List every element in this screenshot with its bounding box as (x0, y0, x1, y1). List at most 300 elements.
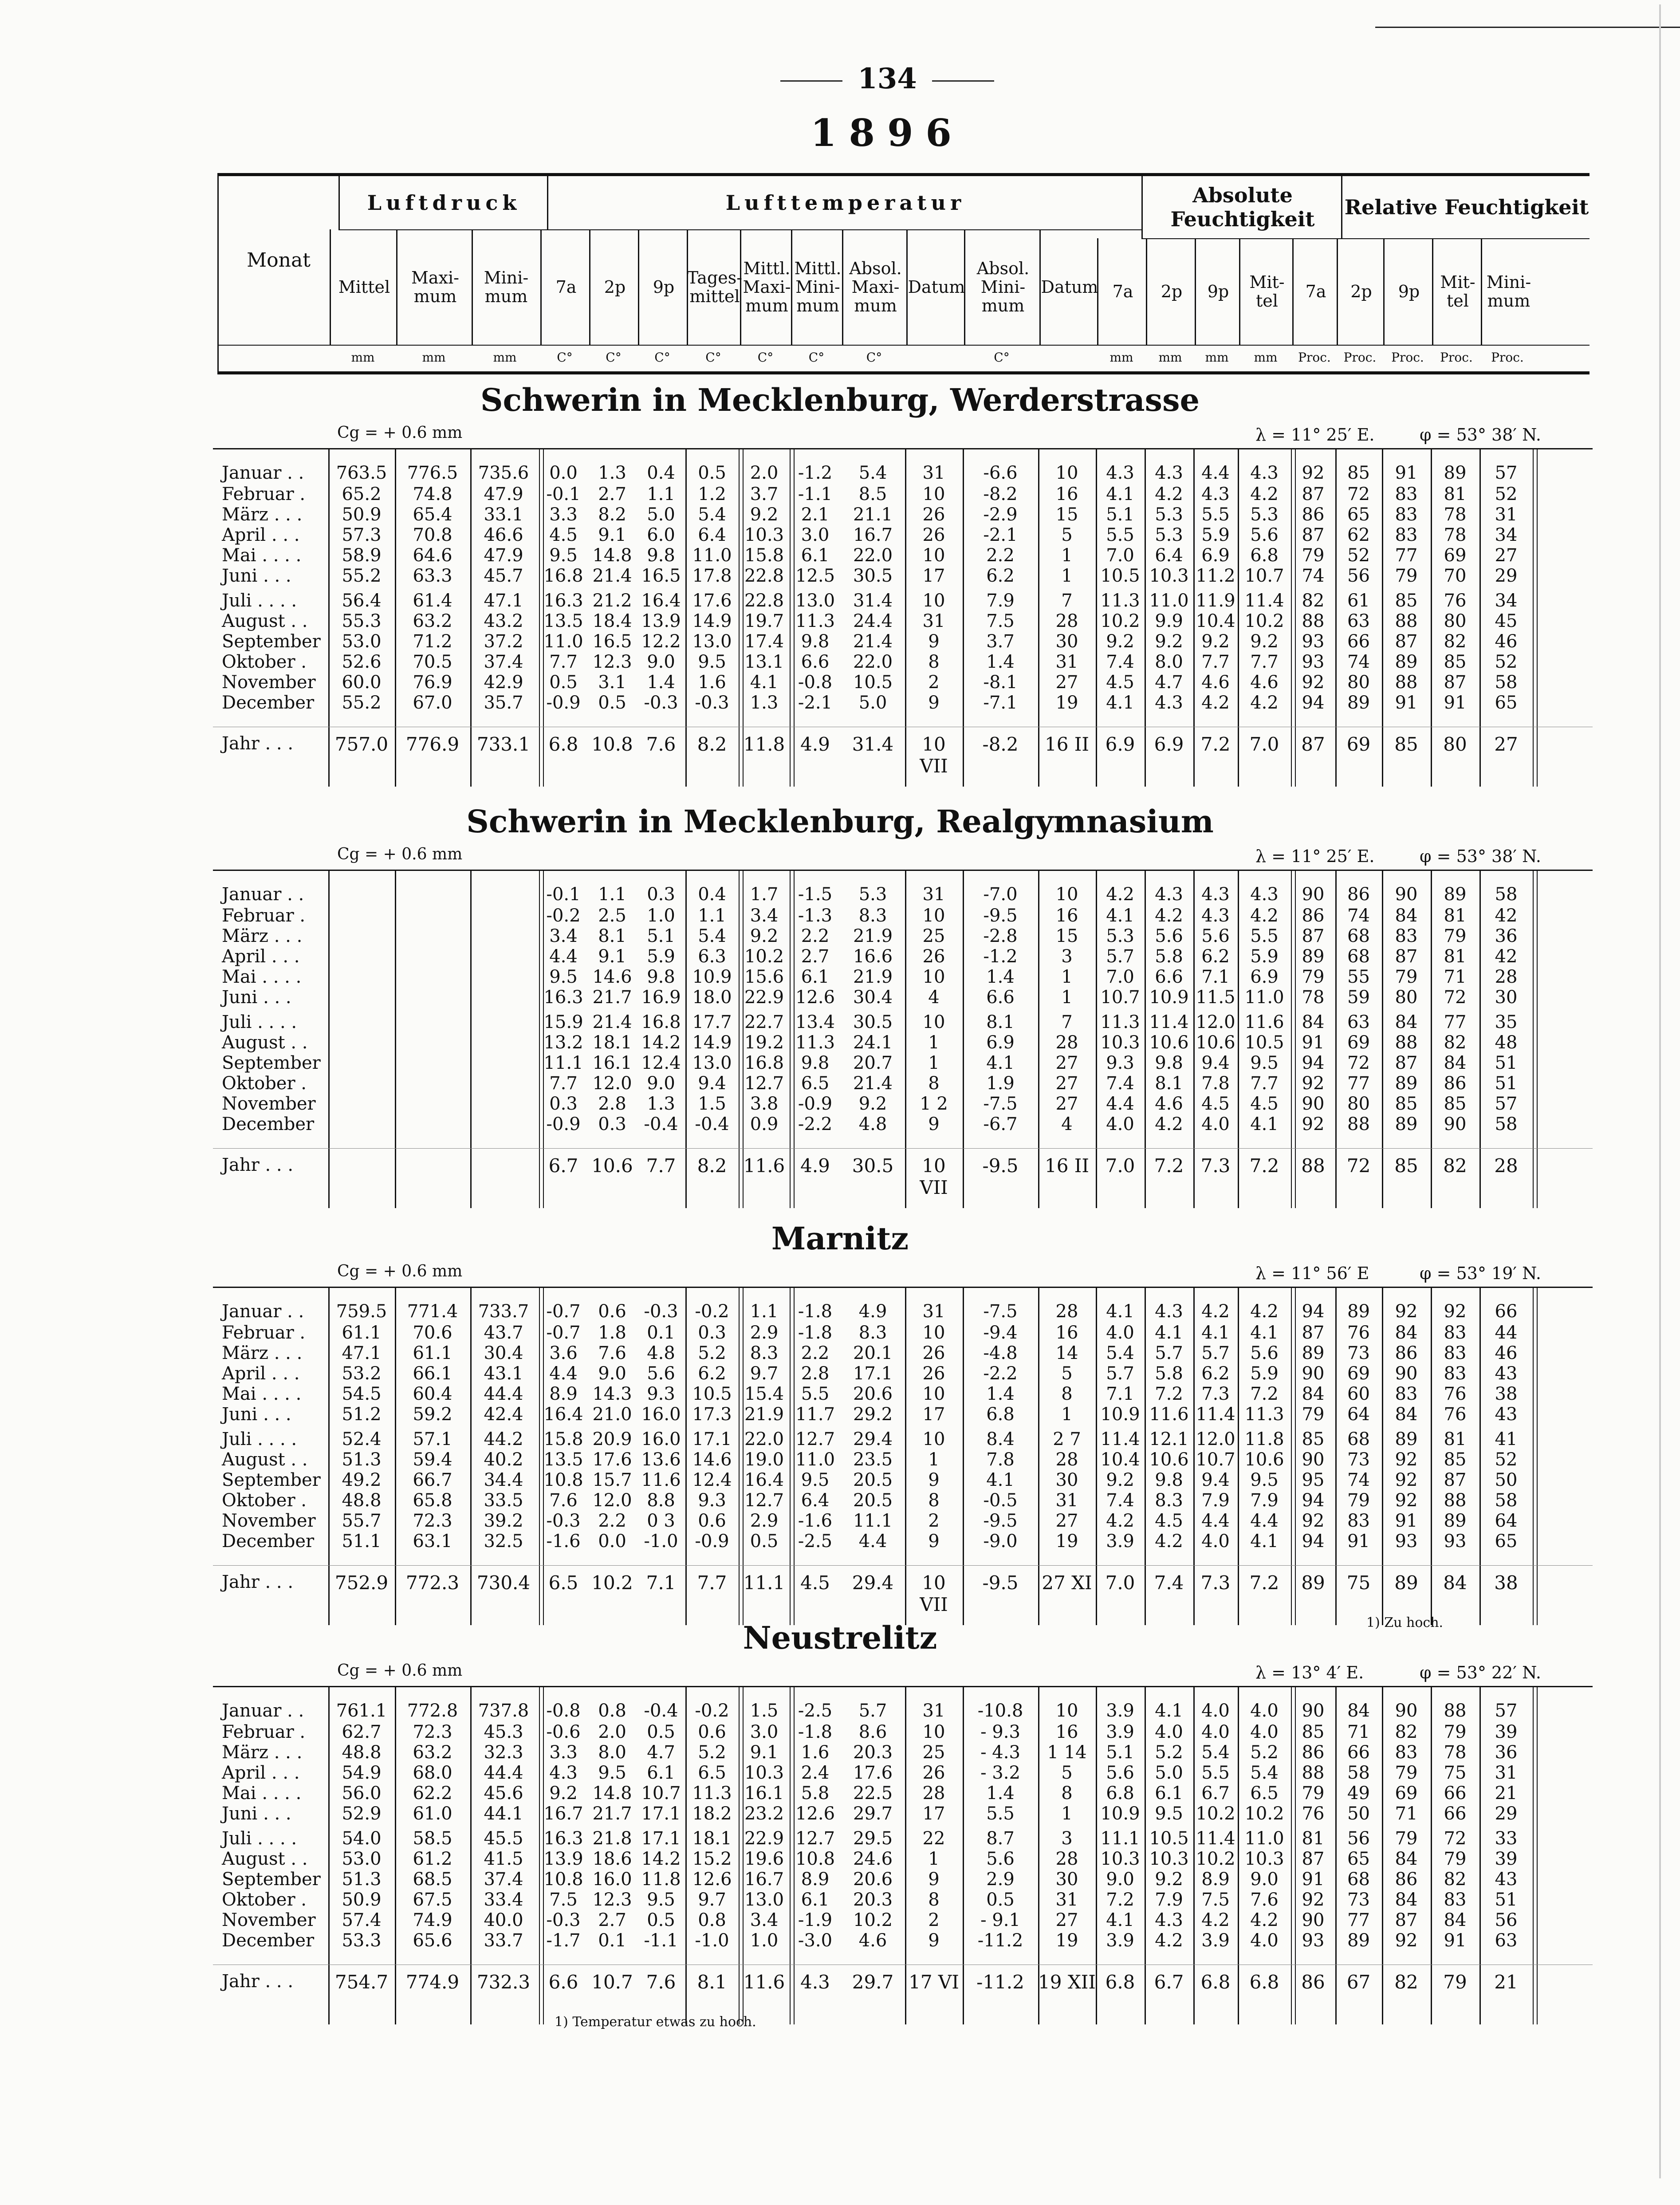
table-cell: 62 (1347, 525, 1370, 545)
table-cell: 4.7 (1155, 672, 1183, 693)
table-row (213, 1828, 1593, 1850)
station-table (213, 448, 1593, 787)
table-cell: 0.8 (598, 1701, 626, 1721)
table-cell: 57.3 (342, 525, 382, 545)
table-cell: -7.5 (983, 1301, 1018, 1322)
table-cell: 90 (1302, 1094, 1325, 1114)
table-cell: 94 (1302, 1531, 1325, 1551)
table-cell: 86 (1444, 1073, 1467, 1094)
table-cell: 77 (1444, 1012, 1467, 1032)
table-header (217, 173, 1590, 374)
table-cell: 28 (922, 1783, 945, 1803)
table-cell: 60 (1347, 1384, 1370, 1404)
table-cell: 10 (922, 1722, 945, 1742)
table-cell: 5.7 (858, 1701, 887, 1721)
month-label: Juni . . . (222, 1404, 291, 1425)
table-cell: 86 (1302, 504, 1325, 525)
table-cell: 27 (1055, 1053, 1078, 1073)
table-cell: 1.4 (986, 1384, 1015, 1404)
table-cell: 12.6 (692, 1869, 732, 1890)
table-cell: 14.2 (641, 1849, 681, 1869)
table-row (213, 1323, 1593, 1344)
table-cell: 18.2 (692, 1803, 732, 1824)
table-cell: 6.4 (1155, 545, 1183, 566)
table-cell: 0.5 (750, 1531, 779, 1551)
year-rule (213, 1565, 1593, 1566)
table-cell: 1 (1061, 566, 1073, 586)
table-cell: 8 (1061, 1783, 1073, 1803)
latitude: φ = 53° 38′ N. (1420, 847, 1541, 866)
table-cell: 88 (1395, 672, 1418, 693)
table-cell: 16 (1055, 1722, 1078, 1742)
table-row (213, 484, 1593, 505)
table-cell: -0.8 (546, 1701, 581, 1721)
table-cell: 9.5 (598, 1763, 626, 1783)
month-label: Februar . (222, 484, 306, 504)
table-cell: -1.2 (983, 946, 1018, 967)
table-cell: 7.4 (1106, 1073, 1134, 1094)
table-cell: 50 (1347, 1803, 1370, 1824)
table-cell: 10.2 (1196, 1803, 1235, 1824)
month-label: November (222, 1910, 316, 1930)
table-cell: 0 3 (647, 1511, 675, 1531)
table-cell: 2 (928, 1910, 940, 1930)
table-cell: 22.0 (853, 545, 893, 566)
table-cell: 12.3 (592, 1890, 632, 1910)
table-cell: 4.2 (1201, 693, 1230, 713)
table-cell: 7.9 (986, 591, 1015, 611)
table-cell: 9.8 (801, 1053, 830, 1073)
year-cell: 7.3 (1200, 1572, 1231, 1594)
month-label: Mai . . . . (222, 1783, 302, 1803)
table-cell: 14.9 (692, 1032, 732, 1053)
col-header-14 (1146, 238, 1196, 345)
table-cell: 53.2 (342, 1363, 382, 1384)
table-cell: 74 (1302, 566, 1325, 586)
table-cell: 4.1 (1106, 1910, 1134, 1930)
table-cell: 66 (1347, 1742, 1370, 1763)
table-cell: -9.4 (983, 1323, 1018, 1343)
year-cell: 82 (1443, 1155, 1467, 1177)
table-cell: 2.9 (986, 1869, 1015, 1890)
unit-label: Proc. (1440, 350, 1473, 365)
table-row (213, 693, 1593, 714)
table-cell: 4.6 (858, 1930, 887, 1951)
table-cell: 3.9 (1106, 1701, 1134, 1721)
table-cell: 20.9 (592, 1429, 632, 1449)
table-cell: 52.4 (342, 1429, 382, 1449)
table-cell: 85 (1395, 1094, 1418, 1114)
table-cell: 0.6 (698, 1511, 726, 1531)
table-cell: 6.1 (801, 1890, 830, 1910)
table-cell: 772.8 (407, 1701, 458, 1721)
table-cell: 27 (1055, 1094, 1078, 1114)
table-cell: 1 2 (920, 1094, 948, 1114)
table-row (213, 1763, 1593, 1784)
table-row (213, 1890, 1593, 1911)
table-cell: 45.3 (484, 1722, 523, 1742)
group-lufttemperatur (547, 176, 1143, 229)
table-cell: 16.9 (641, 987, 681, 1008)
table-cell: 4.3 (1201, 884, 1230, 905)
table-cell: 4.4 (1106, 1094, 1134, 1114)
col-header-11 (964, 229, 1041, 345)
table-cell: 5.7 (1201, 1343, 1230, 1363)
table-cell: -1.1 (798, 484, 833, 504)
table-cell: 9.1 (598, 946, 626, 967)
table-cell: 56.4 (342, 591, 382, 611)
table-cell: 3 (1061, 1828, 1073, 1849)
month-label: August . . (222, 1449, 308, 1470)
table-cell: 22.7 (744, 1012, 784, 1032)
year-cell: 7.6 (646, 1971, 676, 1993)
table-cell: 10.6 (1149, 1032, 1189, 1053)
table-cell: -10.8 (977, 1701, 1023, 1721)
table-cell: 82 (1302, 591, 1325, 611)
table-cell: 8.2 (598, 504, 626, 525)
table-cell: 22 (922, 1828, 945, 1849)
table-cell: 21.9 (853, 967, 893, 987)
table-cell: 2.2 (801, 926, 830, 946)
month-label: April . . . (222, 525, 300, 545)
cg-correction: Cg = + 0.6 mm (337, 1262, 463, 1280)
table-cell: 9.5 (1250, 1053, 1279, 1073)
table-cell: 15 (1055, 926, 1078, 946)
year-cell: 4.5 (800, 1572, 830, 1594)
table-cell: 76.9 (413, 672, 452, 693)
table-cell: 0.8 (698, 1910, 726, 1930)
table-cell: 25 (922, 1742, 945, 1763)
table-cell: 35.7 (484, 693, 523, 713)
table-cell: 1.1 (647, 484, 675, 504)
table-cell: 1.3 (647, 1094, 675, 1114)
latitude: φ = 53° 22′ N. (1420, 1663, 1541, 1682)
table-cell: -1.8 (798, 1323, 833, 1343)
table-cell: 2.8 (598, 1094, 626, 1114)
table-cell: 63.1 (413, 1531, 452, 1551)
table-cell: 3.7 (750, 484, 779, 504)
table-cell: 51 (1495, 1890, 1518, 1910)
table-cell: 69 (1347, 1363, 1370, 1384)
table-cell: 70.8 (413, 525, 452, 545)
table-cell: 6.7 (1201, 1783, 1230, 1803)
table-cell: 45.5 (484, 1828, 523, 1849)
table-cell: -2.8 (983, 926, 1018, 946)
table-cell: 10.5 (1149, 1828, 1189, 1849)
table-cell: 93 (1302, 1930, 1325, 1951)
station-table (213, 870, 1593, 1208)
table-cell: 33 (1495, 1828, 1518, 1849)
table-cell: 5.4 (698, 504, 726, 525)
table-cell: 55.2 (342, 693, 382, 713)
table-row (213, 987, 1593, 1008)
table-row (213, 1073, 1593, 1095)
table-cell: 40.0 (484, 1910, 523, 1930)
table-cell: 5.8 (801, 1783, 830, 1803)
table-cell: 9.2 (1250, 631, 1279, 652)
table-cell: 4.0 (1250, 1930, 1279, 1951)
table-cell: 93 (1395, 1531, 1418, 1551)
table-cell: 64 (1347, 1404, 1370, 1425)
month-label: Januar . . (222, 1701, 304, 1721)
table-cell: 5.6 (1250, 1343, 1279, 1363)
table-cell: 67.0 (413, 693, 452, 713)
table-cell: 3 (1061, 946, 1073, 967)
year-cell: 21 (1494, 1971, 1518, 1993)
table-row (213, 1869, 1593, 1890)
table-cell: 11.0 (1244, 1828, 1284, 1849)
table-cell: 55.7 (342, 1511, 382, 1531)
year-cell: 10.6 (591, 1155, 633, 1177)
table-cell: 27 (1055, 672, 1078, 693)
table-cell: 77 (1347, 1073, 1370, 1094)
table-cell: 9.4 (1201, 1053, 1230, 1073)
table-cell: 89 (1395, 1429, 1418, 1449)
table-cell: 6.3 (698, 946, 726, 967)
table-cell: 10.6 (1244, 1449, 1284, 1470)
table-cell: 87 (1395, 1053, 1418, 1073)
table-cell: 9.0 (647, 1073, 675, 1094)
table-cell: 17.8 (692, 566, 732, 586)
table-cell: 80 (1395, 987, 1418, 1008)
table-cell: 66.7 (413, 1470, 452, 1490)
table-cell: 76 (1347, 1323, 1370, 1343)
table-cell: 9.8 (1155, 1053, 1183, 1073)
table-cell: 8.3 (750, 1343, 779, 1363)
unit-label: Proc. (1391, 350, 1424, 365)
table-cell: -0.4 (695, 1114, 729, 1134)
table-cell: 81 (1444, 1429, 1467, 1449)
month-label: Februar . (222, 1722, 306, 1742)
table-cell: 1 (1061, 967, 1073, 987)
table-cell: 5.9 (1201, 525, 1230, 545)
table-cell: -8.1 (983, 672, 1018, 693)
table-cell: -2.1 (983, 525, 1018, 545)
col-header-8 (791, 229, 843, 345)
table-cell: 4.5 (549, 525, 578, 545)
table-cell: -1.6 (546, 1531, 581, 1551)
table-cell: 26 (922, 946, 945, 967)
year-cell: 82 (1394, 1971, 1418, 1993)
rel-feucht-label: Relative Feuchtigkeit (1344, 195, 1589, 219)
table-cell: 49 (1347, 1783, 1370, 1803)
table-cell: 3.4 (750, 1910, 779, 1930)
table-cell: 5.0 (1155, 1763, 1183, 1783)
table-cell: 4.2 (1106, 1511, 1134, 1531)
table-cell: 65.4 (413, 504, 452, 525)
table-cell: 8.1 (598, 926, 626, 946)
table-cell: 78 (1302, 987, 1325, 1008)
table-row (213, 906, 1593, 927)
year-cell: 6.5 (548, 1572, 578, 1594)
table-cell: 16.8 (641, 1012, 681, 1032)
table-cell: 5.4 (1201, 1742, 1230, 1763)
table-cell: 35 (1495, 1012, 1518, 1032)
table-cell: 84 (1395, 1323, 1418, 1343)
table-cell: 9.4 (698, 1073, 726, 1094)
table-cell: 771.4 (407, 1301, 458, 1322)
table-cell: 21.0 (592, 1404, 632, 1425)
table-cell: 9.0 (1106, 1869, 1134, 1890)
table-cell: 13.0 (692, 631, 732, 652)
table-cell: 7.2 (1250, 1384, 1279, 1404)
table-cell: -1.3 (798, 906, 833, 926)
table-cell: 10.7 (641, 1783, 681, 1803)
table-cell: 28 (1055, 1032, 1078, 1053)
table-cell: 18.4 (592, 611, 632, 631)
table-cell: -6.7 (983, 1114, 1018, 1134)
group-luftdruck (338, 176, 548, 229)
table-cell: 1.1 (750, 1301, 779, 1322)
table-cell: 14.6 (692, 1449, 732, 1470)
cg-correction: Cg = + 0.6 mm (337, 424, 463, 442)
table-cell: 60.4 (413, 1384, 452, 1404)
year-cell: 10 VII (920, 1155, 948, 1198)
table-cell: 10.7 (1100, 987, 1140, 1008)
table-cell: 5.1 (1106, 504, 1134, 525)
table-cell: 16.5 (641, 566, 681, 586)
table-cell: 37.4 (484, 652, 523, 672)
table-cell: 31 (922, 1301, 945, 1322)
table-cell: 1 (928, 1849, 940, 1869)
table-cell: 6.6 (801, 652, 830, 672)
table-cell: 91 (1347, 1531, 1370, 1551)
table-cell: 90 (1302, 884, 1325, 905)
table-cell: 11.4 (1100, 1429, 1140, 1449)
table-cell: 60.0 (342, 672, 382, 693)
table-cell: -4.8 (983, 1343, 1018, 1363)
year-cell: 8.2 (697, 1155, 727, 1177)
table-cell: 90 (1302, 1363, 1325, 1384)
year-cell: 7.2 (1200, 733, 1231, 755)
table-cell: 2.8 (801, 1363, 830, 1384)
table-cell: 89 (1444, 1511, 1467, 1531)
table-cell: 42 (1495, 946, 1518, 967)
table-row (213, 967, 1593, 988)
table-cell: 4.3 (1155, 1301, 1183, 1322)
table-cell: 28 (1055, 1301, 1078, 1322)
table-cell: 4.1 (1106, 1301, 1134, 1322)
table-cell: 17.7 (692, 1012, 732, 1032)
table-cell: 3.6 (549, 1343, 578, 1363)
table-cell: 93 (1302, 652, 1325, 672)
table-cell: 31 (922, 1701, 945, 1721)
table-cell: 31 (1495, 1763, 1518, 1783)
table-cell: -0.7 (546, 1323, 581, 1343)
table-cell: 6.2 (1201, 1363, 1230, 1384)
table-cell: 17 (922, 1404, 945, 1425)
month-label: August . . (222, 1849, 308, 1869)
table-cell: 1.4 (986, 967, 1015, 987)
table-cell: 15.9 (543, 1012, 583, 1032)
table-cell: 32.3 (484, 1742, 523, 1763)
table-cell: 61.1 (342, 1323, 382, 1343)
table-row (213, 1511, 1593, 1532)
table-cell: -0.9 (546, 693, 581, 713)
table-cell: 3.8 (750, 1094, 779, 1114)
table-cell: 95 (1302, 1470, 1325, 1490)
table-cell: 79 (1302, 967, 1325, 987)
year-cell: 27 XI (1042, 1572, 1092, 1594)
table-cell: 92 (1395, 1449, 1418, 1470)
table-cell: 5.7 (1155, 1343, 1183, 1363)
table-cell: 9.5 (698, 652, 726, 672)
table-cell: 33.5 (484, 1490, 523, 1511)
year-cell: 38 (1494, 1572, 1518, 1594)
table-cell: 1.6 (801, 1742, 830, 1763)
table-cell: 87 (1302, 484, 1325, 504)
table-cell: 4.2 (1155, 1930, 1183, 1951)
table-cell: 48.8 (342, 1490, 382, 1511)
table-cell: 5.9 (647, 946, 675, 967)
table-cell: 64.6 (413, 545, 452, 566)
table-cell: 17.6 (592, 1449, 632, 1470)
table-cell: 4.0 (1201, 1531, 1230, 1551)
table-cell: 87 (1444, 1470, 1467, 1490)
table-cell: -2.1 (798, 693, 833, 713)
year-cell: -9.5 (982, 1572, 1019, 1594)
table-cell: 761.1 (336, 1701, 387, 1721)
table-cell: 84 (1395, 906, 1418, 926)
table-cell: 11.8 (1244, 1429, 1284, 1449)
latitude: φ = 53° 38′ N. (1420, 425, 1541, 445)
table-cell: 9 (928, 1470, 940, 1490)
table-cell: 5.4 (1106, 1343, 1134, 1363)
table-cell: 4.5 (1106, 672, 1134, 693)
table-row (213, 1094, 1593, 1115)
table-cell: 4.0 (1201, 1722, 1230, 1742)
table-cell: 87 (1302, 1323, 1325, 1343)
month-label: Juni . . . (222, 566, 291, 586)
table-cell: 4.1 (1106, 693, 1134, 713)
table-cell: 84 (1395, 1404, 1418, 1425)
table-cell: 4.4 (1201, 1511, 1230, 1531)
table-cell: 6.2 (1201, 946, 1230, 967)
table-cell: 8.3 (858, 1323, 887, 1343)
table-cell: 10.9 (1100, 1404, 1140, 1425)
table-cell: 8.4 (986, 1429, 1015, 1449)
year-cell: 10 VII (920, 1572, 948, 1615)
table-cell: 3.0 (750, 1722, 779, 1742)
table-cell: 4.0 (1106, 1323, 1134, 1343)
month-label: Juni . . . (222, 1803, 291, 1824)
table-cell: 10.3 (744, 525, 784, 545)
table-cell: 21.2 (592, 591, 632, 611)
table-cell: 17.3 (692, 1404, 732, 1425)
table-cell: 16.0 (641, 1404, 681, 1425)
table-cell: 2.7 (801, 946, 830, 967)
table-cell: 4.3 (1106, 463, 1134, 483)
unit-label: C° (757, 350, 774, 365)
table-cell: -6.6 (983, 463, 1018, 483)
table-cell: 55.3 (342, 611, 382, 631)
table-cell: 92 (1302, 1114, 1325, 1134)
table-cell: 5.5 (801, 1384, 830, 1404)
table-cell: 0.5 (598, 693, 626, 713)
table-cell: - 9.1 (980, 1910, 1020, 1930)
table-row (213, 463, 1593, 484)
table-cell: -9.0 (983, 1531, 1018, 1551)
table-cell: 83 (1444, 1363, 1467, 1384)
table-cell: -7.1 (983, 693, 1018, 713)
table-cell: 4.3 (1155, 1910, 1183, 1930)
table-cell: 4.2 (1250, 1301, 1279, 1322)
table-cell: 2.2 (801, 1343, 830, 1363)
table-cell: 11.0 (795, 1449, 835, 1470)
table-cell: 28 (1495, 967, 1518, 987)
table-cell: 4.4 (549, 1363, 578, 1384)
unit-label: C° (705, 350, 721, 365)
